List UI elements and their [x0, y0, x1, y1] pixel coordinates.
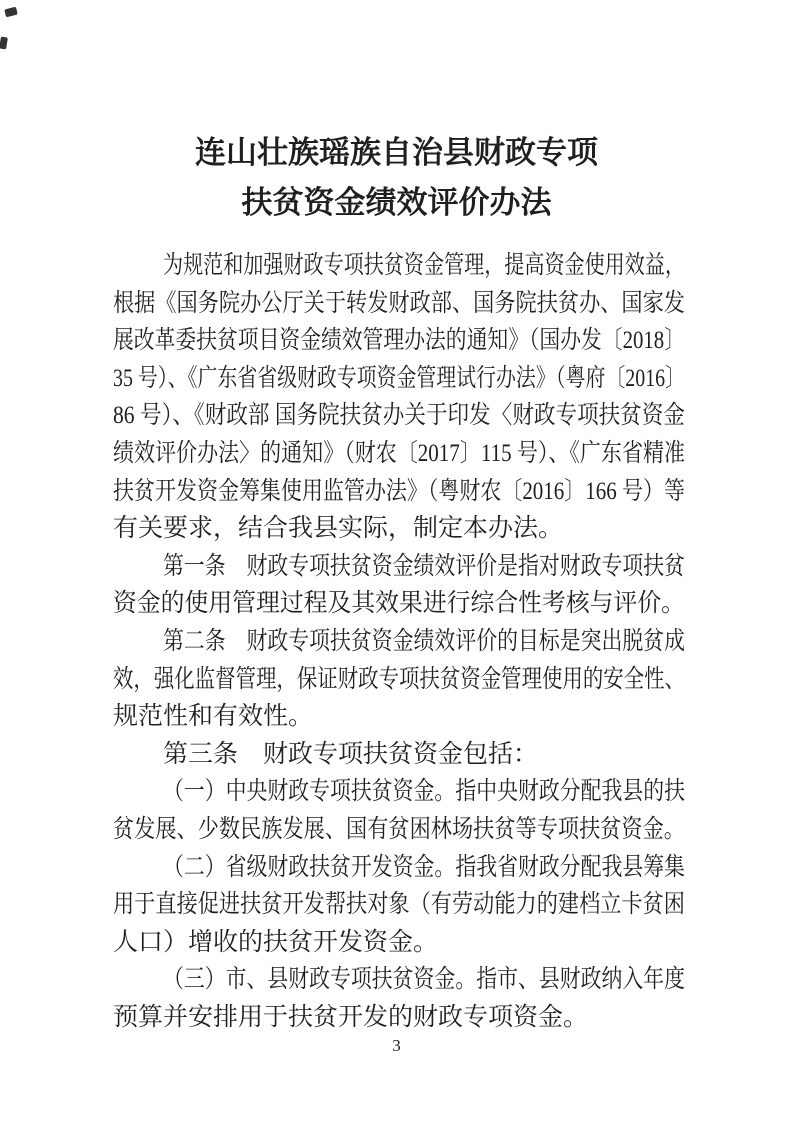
title-line-2: 扶贫资金绩效评价办法	[241, 185, 552, 220]
paragraph	[113, 623, 685, 736]
page-number: 3	[392, 1036, 401, 1055]
paragraph-line: 第一条 财政专项扶贫资金绩效评价是指对财政专项扶贫	[163, 552, 685, 580]
paragraph-line: 贫发展、少数民族发展、国有贫困林场扶贫等专项扶贫资金。	[113, 815, 685, 843]
paragraph	[113, 961, 685, 1036]
paragraph-line: 35 号）、《广东省省级财政专项资金管理试行办法》（粤府〔2016〕	[113, 364, 685, 392]
document-body	[113, 247, 685, 1036]
paragraph	[113, 247, 685, 548]
paragraph-line: 展改革委扶贫项目资金绩效管理办法的通知》（国办发〔2018〕	[113, 327, 685, 355]
paragraph-line: 第二条 财政专项扶贫资金绩效评价的目标是突出脱贫成	[163, 627, 685, 655]
paragraph-line: 资金的使用管理过程及其效果进行综合性考核与评价。	[113, 590, 685, 618]
scan-artifact	[4, 7, 18, 18]
paragraph-line: 规范性和有效性。	[113, 703, 314, 731]
paragraph-line: 为规范和加强财政专项扶贫资金管理，提高资金使用效益，	[163, 252, 685, 279]
document-title	[0, 128, 793, 228]
paragraph-line: 根据《国务院办公厅关于转发财政部、国务院扶贫办、国家发	[113, 289, 685, 317]
paragraph-line: （三）市、县财政专项扶贫资金。指市、县财政纳入年度	[163, 966, 685, 994]
paragraph-line: 有关要求，结合我县实际，制定本办法。	[113, 515, 564, 543]
paragraph-line: 第三条 财政专项扶贫资金包括：	[163, 740, 539, 768]
scan-artifact	[0, 37, 8, 50]
paragraph-line: 人口）增收的扶贫开发资金。	[113, 928, 439, 956]
title-line-1: 连山壮族瑶族自治县财政专项	[195, 135, 598, 170]
paragraph-line: 预算并安排用于扶贫开发的财政专项资金。	[113, 1003, 589, 1031]
paragraph	[113, 736, 685, 774]
paragraph-line: 用于直接促进扶贫开发帮扶对象（有劳动能力的建档立卡贫困	[113, 891, 685, 919]
paragraph	[113, 548, 685, 623]
paragraph	[113, 849, 685, 962]
paragraph	[113, 773, 685, 848]
paragraph-line: （一）中央财政专项扶贫资金。指中央财政分配我县的扶	[163, 778, 685, 806]
paragraph-line: 86 号）、《财政部 国务院扶贫办关于印发〈财政专项扶贫资金	[113, 402, 685, 430]
paragraph-line: 绩效评价办法〉的通知》（财农〔2017〕115 号）、《广东省精准	[113, 439, 685, 467]
paragraph-line: 效，强化监督管理，保证财政专项扶贫资金管理使用的安全性、	[113, 665, 685, 693]
paragraph-line: 扶贫开发资金筹集使用监管办法》（粤财农〔2016〕166 号）等	[113, 477, 685, 505]
paragraph-line: （二）省级财政扶贫开发资金。指我省财政分配我县筹集	[163, 853, 685, 881]
